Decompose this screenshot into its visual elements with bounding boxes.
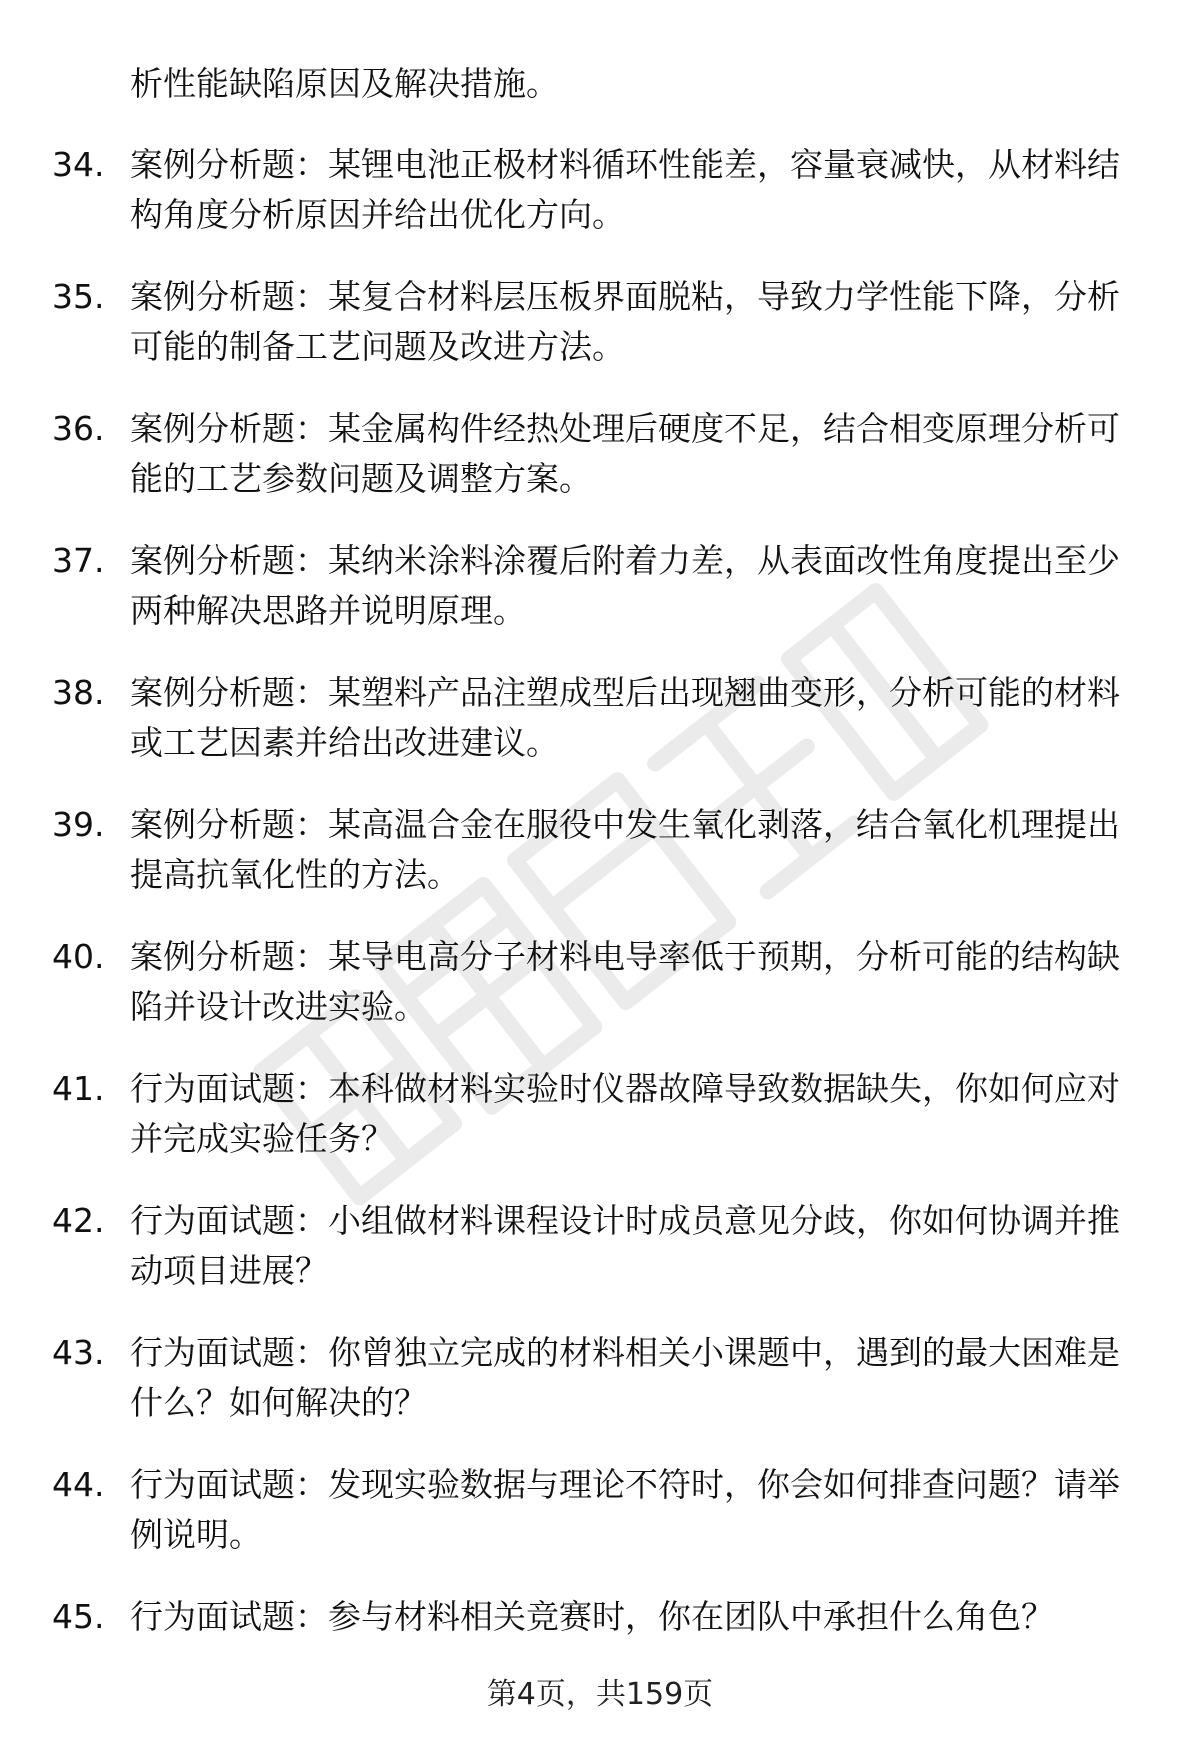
item-text: 案例分析题：某锂电池正极材料循环性能差，容量衰减快，从材料结构角度分析原因并给出优化方向。 bbox=[130, 145, 1120, 234]
item-text: 案例分析题：某导电高分子材料电导率低于预期，分析可能的结构缺陷并设计改进实验。 bbox=[130, 937, 1120, 1026]
item-text: 案例分析题：某高温合金在服役中发生氧化剥落，结合氧化机理提出提高抗氧化性的方法。 bbox=[130, 805, 1120, 894]
list-item bbox=[0, 668, 1200, 800]
list-item bbox=[0, 932, 1200, 1064]
item-number: 43. bbox=[52, 1333, 105, 1372]
item-number: 42. bbox=[52, 1201, 105, 1240]
page-footer: 第4页，共159页 bbox=[486, 1677, 714, 1712]
item-number: 45. bbox=[52, 1597, 105, 1636]
item-number: 38. bbox=[52, 673, 105, 712]
item-text: 行为面试题：发现实验数据与理论不符时，你会如何排查问题？请举例说明。 bbox=[130, 1465, 1120, 1554]
list-item bbox=[0, 1196, 1200, 1328]
list-item bbox=[0, 800, 1200, 932]
item-text: 案例分析题：某复合材料层压板界面脱粘，导致力学性能下降，分析可能的制备工艺问题及改进方法。 bbox=[130, 277, 1120, 366]
item-text: 行为面试题：本科做材料实验时仪器故障导致数据缺失，你如何应对并完成实验任务？ bbox=[130, 1069, 1120, 1158]
continued-text-fragment: 析性能缺陷原因及解决措施。 bbox=[130, 64, 559, 103]
list-item bbox=[0, 272, 1200, 404]
list-item bbox=[0, 1328, 1200, 1460]
question-list bbox=[0, 140, 1200, 1724]
list-item bbox=[0, 1460, 1200, 1592]
item-number: 41. bbox=[52, 1069, 105, 1108]
item-number: 44. bbox=[52, 1465, 105, 1504]
item-text: 行为面试题：你曾独立完成的材料相关小课题中，遇到的最大困难是什么？如何解决的？ bbox=[130, 1333, 1120, 1422]
item-text: 行为面试题：参与材料相关竞赛时，你在团队中承担什么角色？ bbox=[130, 1597, 1054, 1636]
list-item bbox=[0, 536, 1200, 668]
item-number: 34. bbox=[52, 145, 105, 184]
item-number: 37. bbox=[52, 541, 105, 580]
list-item bbox=[0, 140, 1200, 272]
item-text: 行为面试题：小组做材料课程设计时成员意见分歧，你如何协调并推动项目进展？ bbox=[130, 1201, 1120, 1290]
item-number: 40. bbox=[52, 937, 105, 976]
item-number: 35. bbox=[52, 277, 105, 316]
list-item bbox=[0, 404, 1200, 536]
item-text: 案例分析题：某纳米涂料涂覆后附着力差，从表面改性角度提出至少两种解决思路并说明原理。 bbox=[130, 541, 1120, 630]
item-number: 36. bbox=[52, 409, 105, 448]
list-item bbox=[0, 1064, 1200, 1196]
item-number: 39. bbox=[52, 805, 105, 844]
item-text: 案例分析题：某塑料产品注塑成型后出现翘曲变形，分析可能的材料或工艺因素并给出改进建议。 bbox=[130, 673, 1120, 762]
item-text: 案例分析题：某金属构件经热处理后硬度不足，结合相变原理分析可能的工艺参数问题及调整方案。 bbox=[130, 409, 1120, 498]
